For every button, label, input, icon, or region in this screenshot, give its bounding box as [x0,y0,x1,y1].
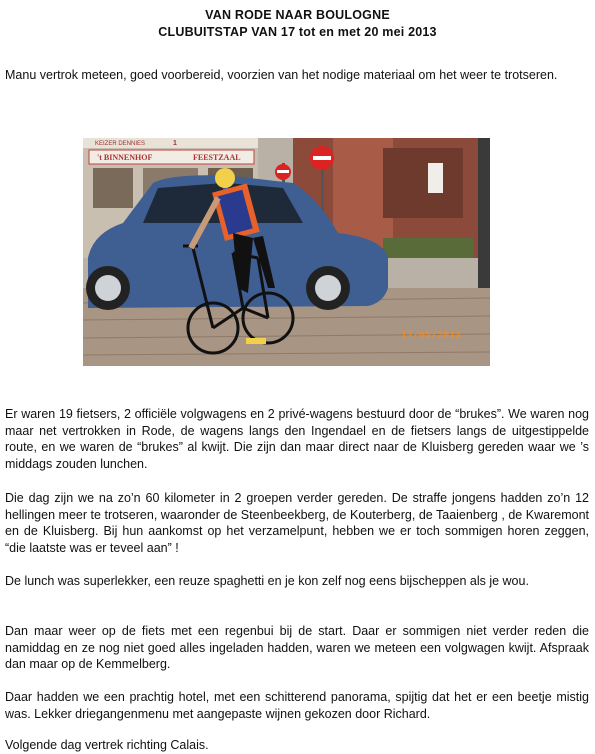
paragraph-3: De lunch was superlekker, een reuze spaghetti en je kon zelf nog eens bijscheppen als je wou. [5,574,529,588]
sign-top-text: KEIZER DENNIES [95,141,146,147]
sign-number-text: 1 [173,140,177,147]
photo-date-stamp: 17/05/2013 [401,331,462,342]
cyclist-photo [83,138,490,366]
sign-left-text: 't BINNENHOF [97,153,153,162]
paragraph-2: Die dag zijn we na zo’n 60 kilometer in 2 groepen verder gereden. De straffe jongens hadden zo’n 12 hellingen meer te trotseren, waaronder de Steenbeekberg, de Kouterberg, de Taaienberg , de Kwaremont en de Kluisberg. Bij hun aankomst op het verzamelpunt, hebben we er toch sommigen horen zeggen, “die laatste was er teveel aan” ! [5,491,589,555]
paragraph-1: Er waren 19 fietsers, 2 officiële volgwagens en 2 privé-wagens bestuurd door de “brukes”. We waren nog maar net vertrokken in Rode, de wagens langs den Ingendael en de fietsers langs de uitgestippelde route, en we waren de “brukes” al kwijt. Die zijn dan maar direct naar de Kluisberg gereden waar we ’s middags zouden lunchen. [5,407,589,471]
sign-right-text: FEESTZAAL [193,153,241,162]
paragraph-5: Daar hadden we een prachtig hotel, met een schitterend panorama, spijtig dat het er een beetje mistig was. Lekker driegangenmenu met aangepaste wijnen gekozen door Richard. [5,690,589,721]
paragraph-6: Volgende dag vertrek richting Calais. [5,738,209,752]
paragraph-4: Dan maar weer op de fiets met een regenbui bij de start. Daar er sommigen niet verder reden die namiddag en ze nog niet goed alles ingeladen hadden, waren we meteen een volgwagen kwijt. Afspraak dan maar op de Kemmelberg. [5,624,589,671]
intro-paragraph: Manu vertrok meteen, goed voorbereid, voorzien van het nodige materiaal om het weer te trotseren. [5,68,558,82]
page-title: VAN RODE NAAR BOULOGNE [205,8,390,22]
page-subtitle: CLUBUITSTAP VAN 17 tot en met 20 mei 2013 [158,25,437,39]
